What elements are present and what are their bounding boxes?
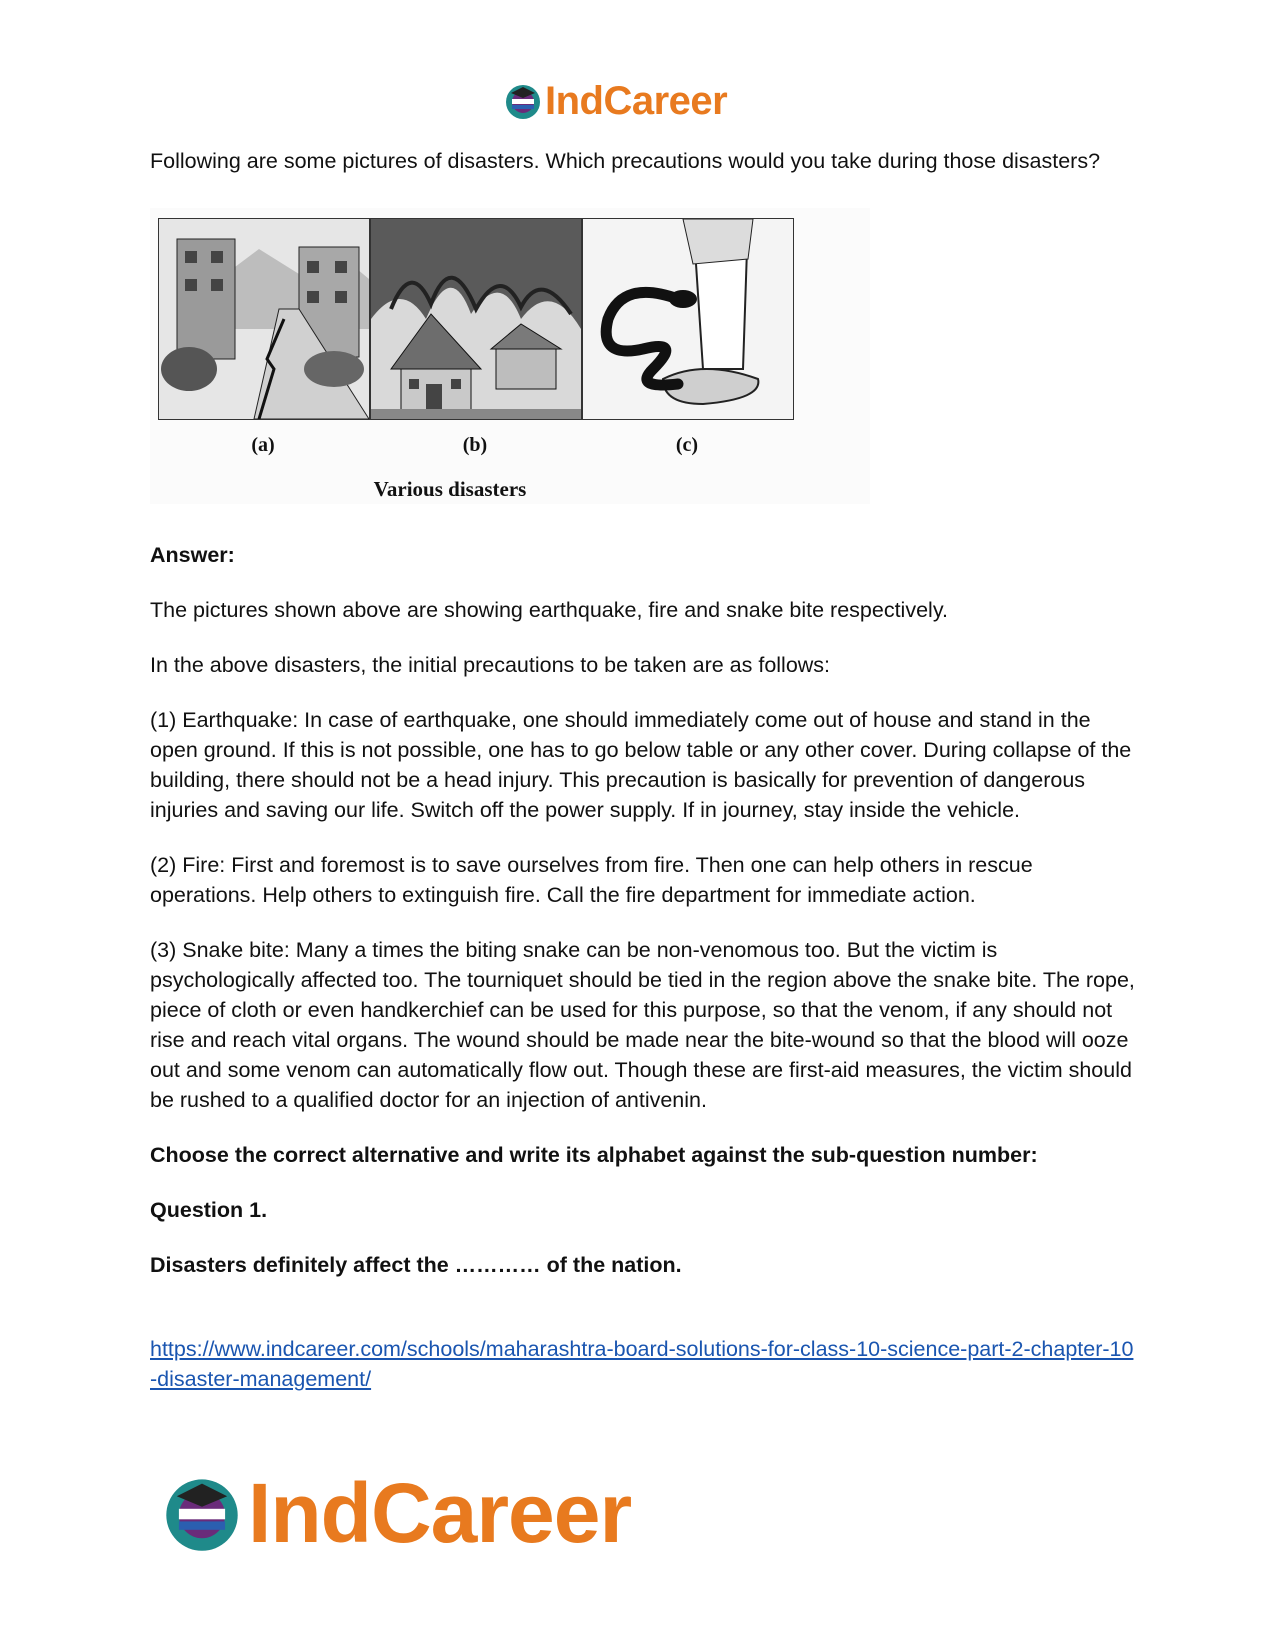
logo-emblem-icon	[503, 81, 543, 121]
figure-label-b: (b)	[462, 434, 488, 456]
question-text: Following are some pictures of disasters. Which precautions would you take during those disasters?	[150, 149, 1101, 173]
question-1-text: Disasters definitely affect the ………… of the nation.	[150, 1253, 682, 1277]
answer-paragraph-1: The pictures shown above are showing earthquake, fire and snake bite respectively.	[150, 598, 948, 622]
mcq-instruction: Choose the correct alternative and write its alphabet against the sub-question number:	[150, 1143, 1038, 1167]
source-link[interactable]: https://www.indcareer.com/schools/maharashtra-board-solutions-for-class-10-science-part-2-chapter-10-disaster-management/	[150, 1337, 1134, 1391]
page-content	[150, 146, 1140, 1394]
snake-bite-image	[582, 218, 794, 420]
figure-label-c: (c)	[675, 434, 699, 456]
answer-earthquake: (1) Earthquake: In case of earthquake, one should immediately come out of house and stand in the open ground. If this is not possible, one has to go below table or any other cover. During collapse of the building, there should not be a head injury. This precaution is basically for prevention of dangerous injuries and saving our life. Switch off the power supply. If in journey, stay inside the vehicle.	[150, 708, 1132, 822]
figure-label-a: (a)	[251, 434, 275, 456]
earthquake-image	[158, 218, 370, 420]
logo-header	[503, 78, 727, 124]
figure-caption: Various disasters	[373, 477, 527, 501]
disasters-figure	[150, 208, 870, 504]
answer-fire: (2) Fire: First and foremost is to save ourselves from fire. Then one can help others in rescue operations. Help others to extinguish fire. Call the fire department for immediate action.	[150, 853, 1033, 907]
logo-emblem-icon	[160, 1471, 244, 1555]
answer-snake-bite: (3) Snake bite: Many a times the biting snake can be non-venomous too. But the victim is psychologically affected too. The tourniquet should be tied in the region above the snake bite. The rope, piece of cloth or even handkerchief can be used for this purpose, so that the venom, if any should not rise and reach vital organs. The wound should be made near the bite-wound so that the blood will ooze out and some venom can automatically flow out. Though these are first-aid measures, the victim should be rushed to a qualified doctor for an injection of antivenin.	[150, 938, 1135, 1112]
question-number: Question 1.	[150, 1198, 268, 1222]
logo-footer	[160, 1468, 631, 1558]
logo-wordmark: IndCareer	[545, 79, 728, 123]
answer-paragraph-2: In the above disasters, the initial precautions to be taken are as follows:	[150, 653, 831, 677]
logo-wordmark: IndCareer	[248, 1466, 632, 1560]
fire-image	[370, 218, 582, 420]
answer-heading: Answer:	[150, 543, 235, 567]
